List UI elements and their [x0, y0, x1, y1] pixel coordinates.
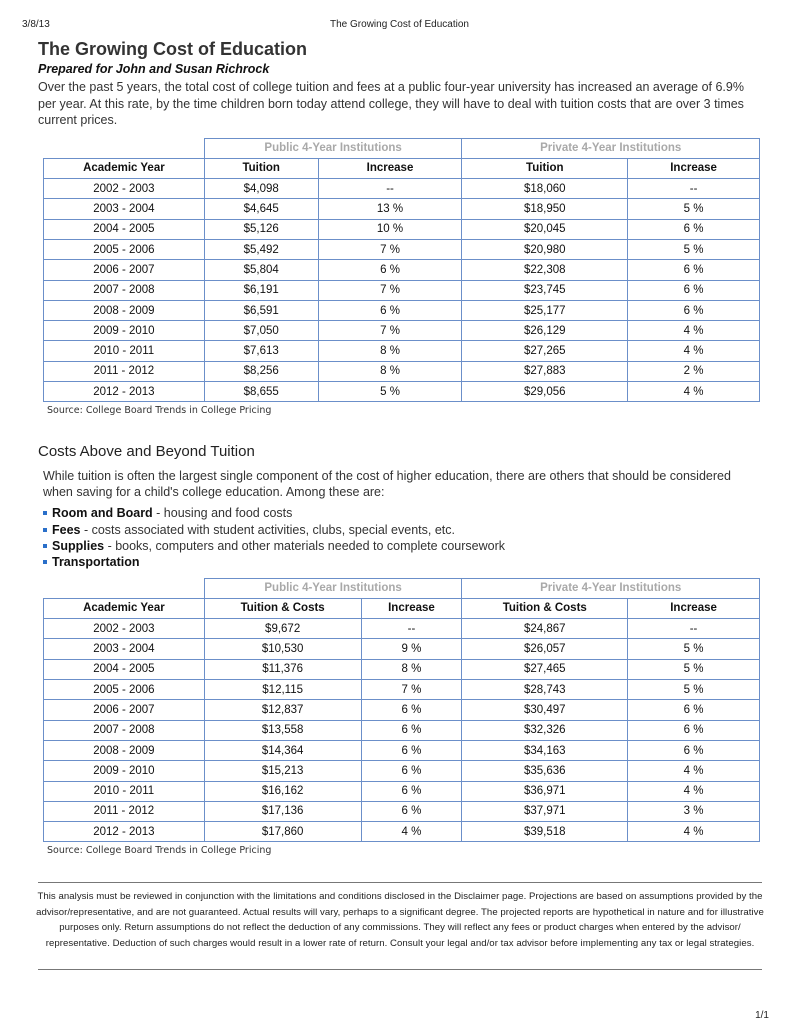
table-cell: 7 % — [318, 280, 462, 300]
table-row — [44, 341, 760, 361]
table-cell: 2002 - 2003 — [44, 619, 205, 639]
table-cell: 6 % — [628, 300, 760, 320]
table-row — [44, 260, 760, 280]
prepared-for: Prepared for John and Susan Richrock — [38, 62, 270, 76]
table-cell: $13,558 — [204, 720, 361, 740]
table-cell: 8 % — [318, 361, 462, 381]
table-group-row — [44, 138, 760, 158]
table-cell: 8 % — [318, 341, 462, 361]
table-cell: 6 % — [628, 280, 760, 300]
table-cell: $28,743 — [462, 680, 628, 700]
column-header: Tuition & Costs — [462, 598, 628, 618]
column-header: Increase — [628, 598, 760, 618]
table-cell: -- — [318, 179, 462, 199]
table-cell: 5 % — [628, 199, 760, 219]
footer-divider-top — [38, 882, 762, 883]
table-cell: $7,050 — [204, 321, 318, 341]
table-cell: 4 % — [628, 341, 760, 361]
table-cell: 5 % — [628, 680, 760, 700]
table-cell: -- — [628, 179, 760, 199]
group-header-public: Public 4-Year Institutions — [204, 578, 462, 598]
column-header: Tuition & Costs — [204, 598, 361, 618]
table-cell: 7 % — [318, 239, 462, 259]
table-cell: 2012 - 2013 — [44, 822, 205, 842]
table-cell: 2005 - 2006 — [44, 680, 205, 700]
table-row — [44, 680, 760, 700]
column-header: Increase — [628, 158, 760, 178]
table-row — [44, 740, 760, 760]
table-cell: $16,162 — [204, 781, 361, 801]
group-header-private: Private 4-Year Institutions — [462, 578, 760, 598]
list-item-term: Transportation — [52, 555, 140, 570]
table-cell: 2002 - 2003 — [44, 179, 205, 199]
table-cell: $12,115 — [204, 680, 361, 700]
table-cell: 4 % — [628, 781, 760, 801]
table-cell: $7,613 — [204, 341, 318, 361]
list-item-desc: - housing and food costs — [152, 506, 293, 521]
table-cell: 5 % — [628, 239, 760, 259]
table-cell: 2008 - 2009 — [44, 300, 205, 320]
table-cell: 6 % — [361, 801, 462, 821]
table-cell: 8 % — [361, 659, 462, 679]
disclaimer-text: This analysis must be reviewed in conjunction with the limitations and conditions disclosed in the Disclaimer page. Projections are based on assumptions provided by the advisor/representative, and are not guaranteed. Actual results will vary, perhaps to a significant degree. The projected reports are hypothetical in nature and for illustrative purposes only. Return assumptions do not reflect the deduction of any commissions. They will reflect any fees or product charges when entered by the advisor/ representative. Deduction of such charges would result in a lower rate of return. Consult your legal and/or tax advisor before implementing any tax or legal strategies. — [36, 891, 764, 949]
list-item — [43, 505, 761, 521]
table-cell: $4,645 — [204, 199, 318, 219]
table-cell: $5,804 — [204, 260, 318, 280]
table-cell: $9,672 — [204, 619, 361, 639]
print-title: The Growing Cost of Education — [330, 19, 469, 30]
page-number: 1/1 — [755, 1010, 769, 1021]
list-item-desc: - costs associated with student activities, clubs, special events, etc. — [80, 522, 455, 537]
table-cell: 2003 - 2004 — [44, 639, 205, 659]
bullet-icon — [43, 560, 47, 564]
bullet-icon — [43, 544, 47, 548]
table-cell: $8,256 — [204, 361, 318, 381]
table-row — [44, 361, 760, 381]
table-cell: $11,376 — [204, 659, 361, 679]
table-cell: $15,213 — [204, 761, 361, 781]
table-cell: $12,837 — [204, 700, 361, 720]
table-cell: 6 % — [628, 720, 760, 740]
table-cell: $27,883 — [462, 361, 628, 381]
table-cell: $6,591 — [204, 300, 318, 320]
table-row — [44, 179, 760, 199]
table-cell: $22,308 — [462, 260, 628, 280]
table-cell: 2 % — [628, 361, 760, 381]
table-row — [44, 300, 760, 320]
group-header-private: Private 4-Year Institutions — [462, 138, 760, 158]
table-cell: $24,867 — [462, 619, 628, 639]
table-cell: 2003 - 2004 — [44, 199, 205, 219]
table-cell: 6 % — [361, 781, 462, 801]
table-cell: $32,326 — [462, 720, 628, 740]
table-cell: 5 % — [628, 659, 760, 679]
table-cell: 2010 - 2011 — [44, 341, 205, 361]
table-cell: $39,518 — [462, 822, 628, 842]
table-row — [44, 219, 760, 239]
table-cell: 4 % — [628, 321, 760, 341]
page-title: The Growing Cost of Education — [38, 39, 307, 59]
table-cell: $36,971 — [462, 781, 628, 801]
document-body — [38, 38, 761, 857]
list-item-term: Room and Board — [52, 506, 153, 521]
table-cell: $35,636 — [462, 761, 628, 781]
table-cell: $18,950 — [462, 199, 628, 219]
table-header-row — [44, 598, 760, 618]
table-cell: $37,971 — [462, 801, 628, 821]
list-item-term: Supplies — [52, 538, 105, 553]
table-row — [44, 199, 760, 219]
list-item-desc: - books, computers and other materials needed to complete coursework — [104, 538, 505, 553]
table-cell: 6 % — [361, 720, 462, 740]
table-cell: $25,177 — [462, 300, 628, 320]
print-header — [22, 19, 777, 33]
table-cell: $17,136 — [204, 801, 361, 821]
blank-cell — [44, 578, 205, 598]
footer-divider-bottom — [38, 969, 762, 970]
tuition-table — [43, 138, 760, 403]
list-item — [43, 538, 761, 554]
table-row — [44, 801, 760, 821]
table-cell: 2011 - 2012 — [44, 361, 205, 381]
bullet-icon — [43, 511, 47, 515]
list-item — [43, 554, 761, 570]
table-cell: 2008 - 2009 — [44, 740, 205, 760]
table-group-row — [44, 578, 760, 598]
table-row — [44, 659, 760, 679]
intro-paragraph: Over the past 5 years, the total cost of college tuition and fees at a public four-year university has increased an average of 6.9% per year. At this rate, by the time children born today attend college, they will have to deal with tuition costs that are over 3 times current prices. — [38, 80, 744, 127]
table-cell: 2005 - 2006 — [44, 239, 205, 259]
table-cell: 6 % — [628, 260, 760, 280]
table-cell: $10,530 — [204, 639, 361, 659]
table-row — [44, 639, 760, 659]
table-cell: 5 % — [628, 639, 760, 659]
column-header: Academic Year — [44, 598, 205, 618]
column-header: Increase — [361, 598, 462, 618]
table-cell: 9 % — [361, 639, 462, 659]
table-body — [44, 179, 760, 402]
table-cell: 3 % — [628, 801, 760, 821]
table-cell: 2011 - 2012 — [44, 801, 205, 821]
table-cell: $20,045 — [462, 219, 628, 239]
table-cell: 2004 - 2005 — [44, 219, 205, 239]
table-cell: 6 % — [361, 761, 462, 781]
table-row — [44, 382, 760, 402]
column-header: Tuition — [204, 158, 318, 178]
table-header-row — [44, 158, 760, 178]
table-cell: $29,056 — [462, 382, 628, 402]
table-cell: 2009 - 2010 — [44, 321, 205, 341]
table-row — [44, 781, 760, 801]
list-item — [43, 522, 761, 538]
cost-list — [43, 505, 761, 570]
table-cell: 2009 - 2010 — [44, 761, 205, 781]
group-header-public: Public 4-Year Institutions — [204, 138, 462, 158]
table-cell: $20,980 — [462, 239, 628, 259]
table-cell: 6 % — [361, 740, 462, 760]
table-cell: 6 % — [628, 219, 760, 239]
table-cell: 6 % — [628, 700, 760, 720]
table-row — [44, 822, 760, 842]
column-header: Academic Year — [44, 158, 205, 178]
table-cell: 5 % — [318, 382, 462, 402]
table-cell: 6 % — [628, 740, 760, 760]
table-cell: $26,129 — [462, 321, 628, 341]
table-cell: 6 % — [361, 700, 462, 720]
table-cell: $5,492 — [204, 239, 318, 259]
table-source: Source: College Board Trends in College Pricing — [47, 845, 272, 857]
table-cell: 6 % — [318, 260, 462, 280]
table-cell: 2006 - 2007 — [44, 700, 205, 720]
table-cell: $6,191 — [204, 280, 318, 300]
table-row — [44, 619, 760, 639]
table-cell: 13 % — [318, 199, 462, 219]
table-cell: $23,745 — [462, 280, 628, 300]
table-cell: $27,465 — [462, 659, 628, 679]
table-cell: 7 % — [318, 321, 462, 341]
table-cell: -- — [361, 619, 462, 639]
table-cell: 7 % — [361, 680, 462, 700]
table-cell: $27,265 — [462, 341, 628, 361]
table-cell: 6 % — [318, 300, 462, 320]
bullet-icon — [43, 528, 47, 532]
table-cell: $4,098 — [204, 179, 318, 199]
table-cell: 2006 - 2007 — [44, 260, 205, 280]
section-paragraph: While tuition is often the largest single component of the cost of higher education, there are others that should be considered when saving for a child's college education. Among these are: — [43, 469, 731, 500]
table-row — [44, 720, 760, 740]
table-cell: $8,655 — [204, 382, 318, 402]
table-cell: $34,163 — [462, 740, 628, 760]
table-cell: 2007 - 2008 — [44, 280, 205, 300]
table-cell: 4 % — [628, 382, 760, 402]
table-row — [44, 280, 760, 300]
table-cell: 2010 - 2011 — [44, 781, 205, 801]
table-cell: 10 % — [318, 219, 462, 239]
table-cell: 2004 - 2005 — [44, 659, 205, 679]
column-header: Increase — [318, 158, 462, 178]
column-header: Tuition — [462, 158, 628, 178]
table-cell: $14,364 — [204, 740, 361, 760]
table-cell: 4 % — [361, 822, 462, 842]
tuition-costs-table — [43, 578, 760, 843]
list-item-term: Fees — [52, 522, 81, 537]
blank-cell — [44, 138, 205, 158]
table-cell: 4 % — [628, 761, 760, 781]
table-row — [44, 761, 760, 781]
table-cell: $5,126 — [204, 219, 318, 239]
table-cell: 4 % — [628, 822, 760, 842]
table-body — [44, 619, 760, 842]
table-source: Source: College Board Trends in College Pricing — [47, 405, 272, 417]
table-cell: -- — [628, 619, 760, 639]
table-row — [44, 700, 760, 720]
table-cell: 2012 - 2013 — [44, 382, 205, 402]
table-cell: $17,860 — [204, 822, 361, 842]
print-date: 3/8/13 — [22, 19, 50, 30]
table-row — [44, 239, 760, 259]
table-cell: $26,057 — [462, 639, 628, 659]
table-cell: $30,497 — [462, 700, 628, 720]
section-heading: Costs Above and Beyond Tuition — [38, 443, 255, 461]
table-cell: $18,060 — [462, 179, 628, 199]
table-row — [44, 321, 760, 341]
table-cell: 2007 - 2008 — [44, 720, 205, 740]
